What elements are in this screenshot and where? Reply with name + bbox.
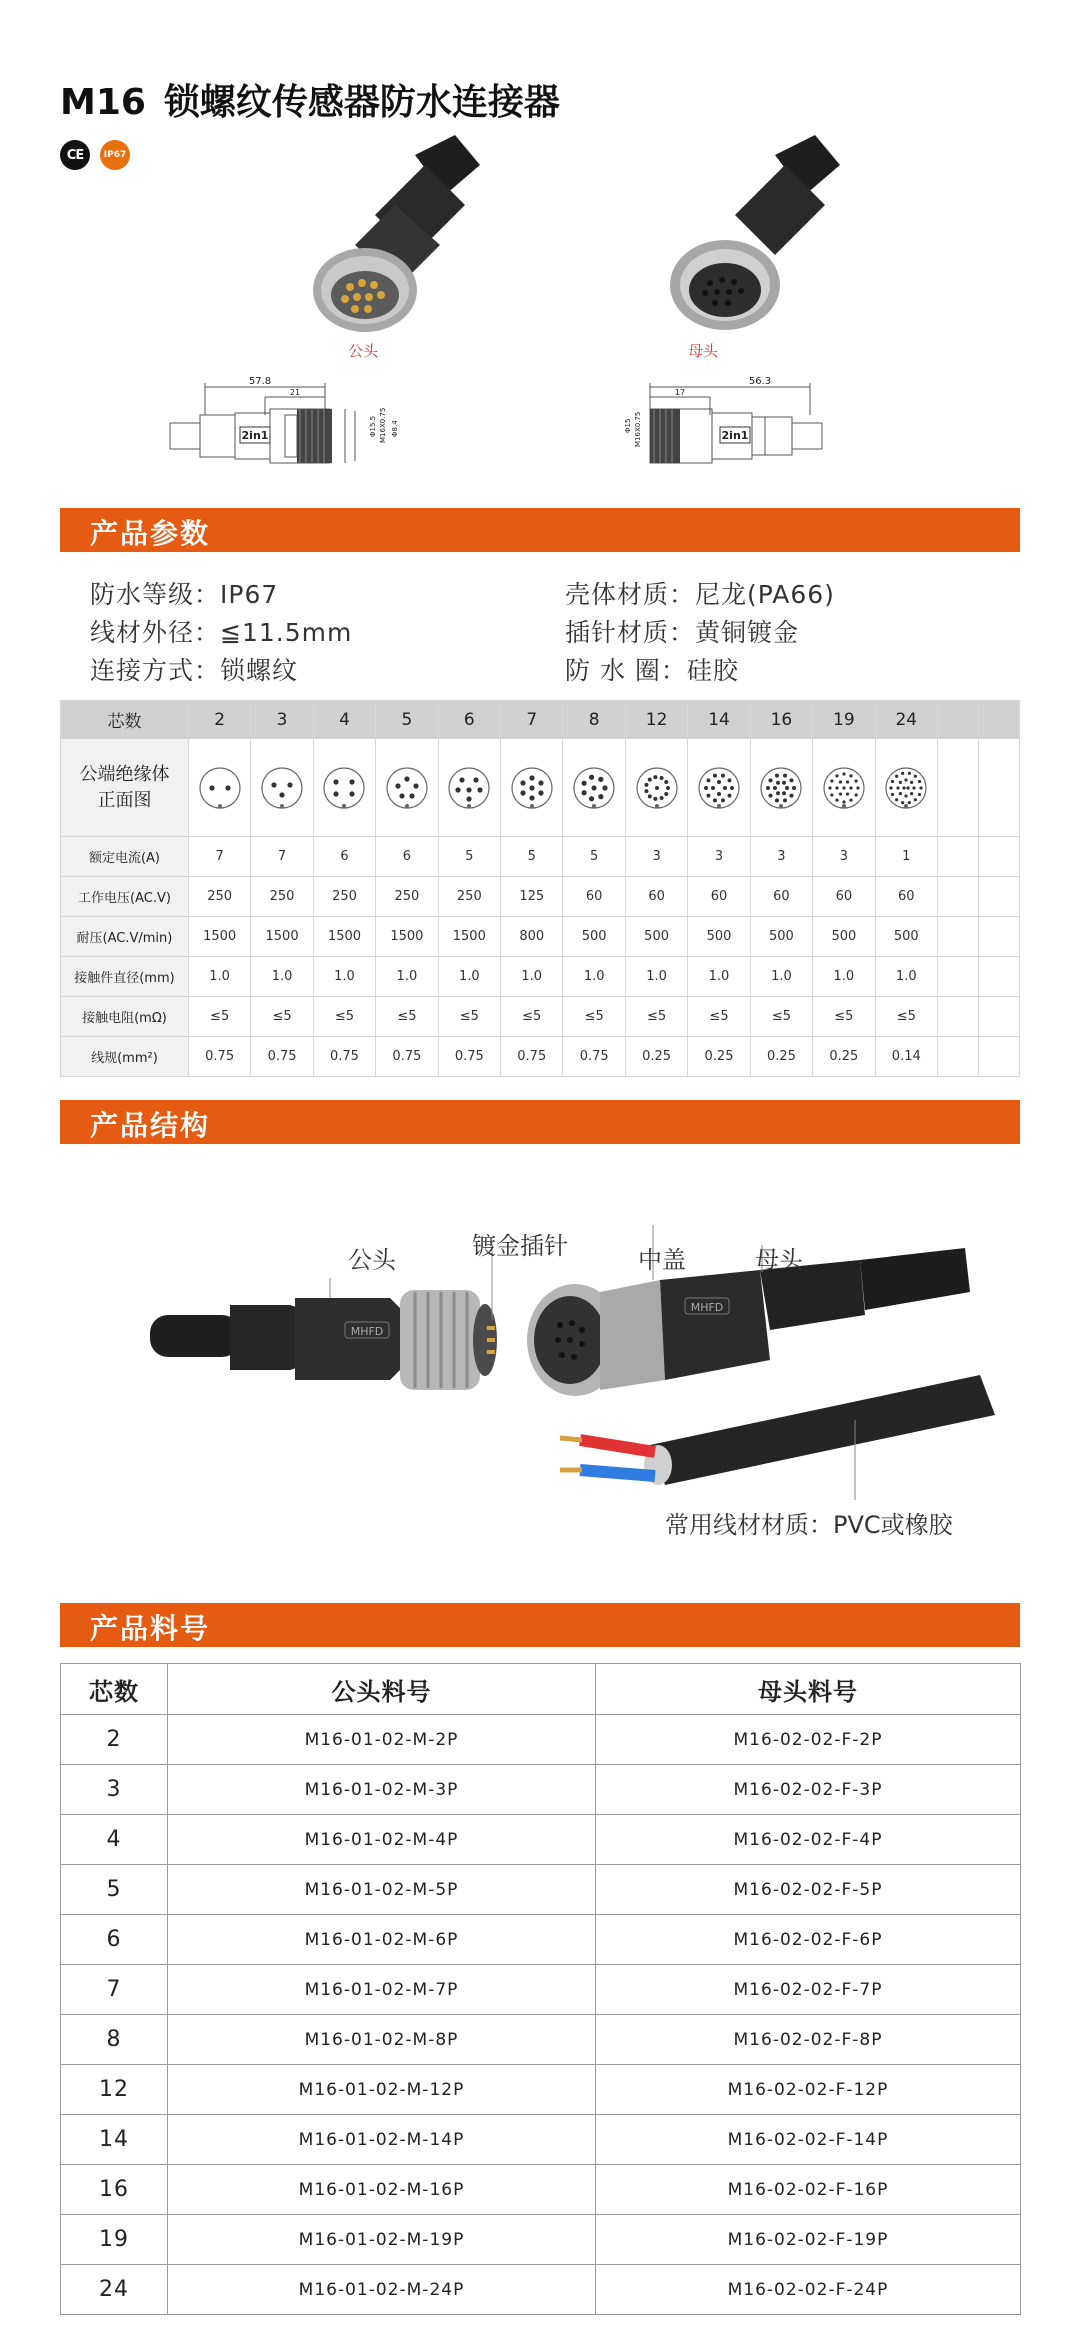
parts-header-cell: 公头料号 — [168, 1664, 596, 1715]
parts-core-count: 8 — [61, 2015, 168, 2065]
spec-value: 1.0 — [376, 957, 438, 997]
spec-value: 500 — [750, 917, 812, 957]
parts-core-count: 24 — [61, 2265, 168, 2315]
spec-value: 0.75 — [188, 1037, 250, 1077]
male-part-number: M16-01-02-M-24P — [168, 2265, 596, 2315]
table-row — [61, 2265, 1021, 2315]
spec-value: 60 — [625, 877, 687, 917]
male-dim-d1: 21 — [289, 388, 301, 397]
spec-value: 0.75 — [438, 1037, 500, 1077]
section-bar-parts — [60, 1603, 1020, 1647]
spec-value: 500 — [625, 917, 687, 957]
spec-core-count: 16 — [750, 701, 812, 739]
spec-header-label: 芯数 — [61, 701, 189, 739]
female-part-number: M16-02-02-F-12P — [596, 2065, 1021, 2115]
spec-value: ≤5 — [251, 997, 313, 1037]
spec-value: 1.0 — [563, 957, 625, 997]
spec-value: 1.0 — [813, 957, 875, 997]
spec-value: 0.25 — [813, 1037, 875, 1077]
spec-value: 1.0 — [438, 957, 500, 997]
male-dim-d2: Φ15.5 — [369, 415, 377, 437]
spec-row-label: 线规(mm²) — [61, 1037, 189, 1077]
spec-value: 3 — [625, 837, 687, 877]
pin-layout-cell — [438, 739, 500, 837]
section-title-structure: 产品结构 — [90, 1109, 211, 1142]
spec-header-row — [61, 701, 1020, 739]
pin-layout-3-icon — [258, 764, 306, 812]
parts-header-cell: 母头料号 — [596, 1664, 1021, 1715]
spec-value: 60 — [688, 877, 750, 917]
spec-value: 250 — [188, 877, 250, 917]
pin-layout-7-icon — [508, 764, 556, 812]
female-dim-d2: Φ15 — [624, 418, 632, 433]
label-female: 母头 — [755, 1246, 803, 1274]
parts-header-row — [61, 1664, 1021, 1715]
spec-value: 1.0 — [875, 957, 937, 997]
spec-row — [61, 1037, 1020, 1077]
page-title — [60, 74, 560, 125]
spec-value: ≤5 — [376, 997, 438, 1037]
spec-value: 60 — [875, 877, 937, 917]
table-row — [61, 2215, 1021, 2265]
ip67-badge-icon: IP67 — [100, 140, 130, 170]
female-part-number: M16-02-02-F-6P — [596, 1915, 1021, 1965]
certifications — [60, 140, 130, 170]
spec-core-count: 7 — [501, 701, 563, 739]
spec-value: 1.0 — [688, 957, 750, 997]
ce-mark-icon: CE — [60, 140, 90, 170]
male-part-number: M16-01-02-M-19P — [168, 2215, 596, 2265]
spec-core-count: 5 — [376, 701, 438, 739]
female-dim-d3: M16X0.75 — [634, 411, 642, 447]
parts-core-count: 6 — [61, 1915, 168, 1965]
spec-core-count: 2 — [188, 701, 250, 739]
spec-core-count: 4 — [313, 701, 375, 739]
spec-value: 800 — [501, 917, 563, 957]
pin-layout-cell — [251, 739, 313, 837]
spec-value: ≤5 — [438, 997, 500, 1037]
male-part-number: M16-01-02-M-5P — [168, 1865, 596, 1915]
spec-value: 5 — [501, 837, 563, 877]
male-connector-photo — [295, 125, 505, 340]
spec-row — [61, 877, 1020, 917]
male-part-number: M16-01-02-M-3P — [168, 1765, 596, 1815]
male-dimension-drawing — [165, 375, 465, 480]
spec-value: 500 — [875, 917, 937, 957]
table-row — [61, 1965, 1021, 2015]
male-dim-label: 2in1 — [241, 429, 269, 442]
spec-value: 1.0 — [188, 957, 250, 997]
spec-row-label: 接触电阻(mΩ) — [61, 997, 189, 1037]
male-part-number: M16-01-02-M-7P — [168, 1965, 596, 2015]
spec-value: 0.75 — [313, 1037, 375, 1077]
pin-layout-6-icon — [445, 764, 493, 812]
male-part-number: M16-01-02-M-12P — [168, 2065, 596, 2115]
female-dimension-drawing — [610, 375, 910, 480]
spec-value: 1.0 — [750, 957, 812, 997]
pin-layout-cell — [313, 739, 375, 837]
female-part-number: M16-02-02-F-24P — [596, 2265, 1021, 2315]
female-part-number: M16-02-02-F-2P — [596, 1715, 1021, 1765]
model-code: M16 — [60, 82, 146, 123]
spec-row — [61, 837, 1020, 877]
spec-row-label: 工作电压(AC.V) — [61, 877, 189, 917]
female-dim-d1: 17 — [674, 388, 686, 397]
parts-core-count: 2 — [61, 1715, 168, 1765]
female-caption: 母头 — [688, 342, 719, 360]
female-brand: MHFD — [690, 1301, 724, 1314]
spec-value: ≤5 — [501, 997, 563, 1037]
spec-value: 1.0 — [625, 957, 687, 997]
pin-layout-cell — [188, 739, 250, 837]
table-row — [61, 2115, 1021, 2165]
table-row — [61, 1715, 1021, 1765]
pin-layout-cell — [813, 739, 875, 837]
female-dim-label: 2in1 — [721, 429, 749, 442]
label-nut: 中盖 — [638, 1246, 686, 1274]
spec-core-count: 14 — [688, 701, 750, 739]
spec-value: 0.25 — [625, 1037, 687, 1077]
label-cable: 常用线材材质：PVC或橡胶 — [665, 1511, 953, 1539]
male-dim-d4: Φ8.4 — [391, 420, 399, 437]
female-part-number: M16-02-02-F-19P — [596, 2215, 1021, 2265]
spec-value: 60 — [563, 877, 625, 917]
pin-layout-cell — [750, 739, 812, 837]
pin-layout-5-icon — [383, 764, 431, 812]
parts-core-count: 4 — [61, 1815, 168, 1865]
pin-layout-12-icon — [633, 764, 681, 812]
parts-core-count: 3 — [61, 1765, 168, 1815]
param-seal: 防 水 圈：硅胶 — [565, 656, 739, 685]
pin-layout-cell — [563, 739, 625, 837]
female-part-number: M16-02-02-F-4P — [596, 1815, 1021, 1865]
spec-value: 1500 — [376, 917, 438, 957]
spec-value: 250 — [376, 877, 438, 917]
parts-core-count: 14 — [61, 2115, 168, 2165]
spec-value: 3 — [813, 837, 875, 877]
pin-layout-8-icon — [570, 764, 618, 812]
pin-layout-cell — [501, 739, 563, 837]
structure-illustration — [60, 1180, 1020, 1600]
spec-value: 1.0 — [313, 957, 375, 997]
parts-header-cell: 芯数 — [61, 1664, 168, 1715]
spec-value: 500 — [563, 917, 625, 957]
female-part-number: M16-02-02-F-3P — [596, 1765, 1021, 1815]
spec-value: 6 — [376, 837, 438, 877]
table-row — [61, 1765, 1021, 1815]
spec-value: 0.75 — [376, 1037, 438, 1077]
product-name: 锁螺纹传感器防水连接器 — [163, 82, 560, 123]
spec-value: ≤5 — [188, 997, 250, 1037]
parts-core-count: 5 — [61, 1865, 168, 1915]
spec-value: 250 — [313, 877, 375, 917]
pin-layout-cell — [688, 739, 750, 837]
female-dim-length: 56.3 — [748, 376, 772, 387]
spec-value: 250 — [438, 877, 500, 917]
section-title-parts: 产品料号 — [90, 1612, 211, 1645]
spec-core-count: 24 — [875, 701, 937, 739]
male-part-number: M16-01-02-M-16P — [168, 2165, 596, 2215]
parts-core-count: 12 — [61, 2065, 168, 2115]
spec-core-count: 12 — [625, 701, 687, 739]
spec-pin-label: 公端绝缘体 正面图 — [61, 739, 189, 837]
female-part-number: M16-02-02-F-14P — [596, 2115, 1021, 2165]
spec-row-label: 耐压(AC.V/min) — [61, 917, 189, 957]
table-row — [61, 1815, 1021, 1865]
param-waterproof: 防水等级：IP67 — [90, 580, 279, 609]
label-male: 公头 — [348, 1246, 396, 1274]
male-brand: MHFD — [350, 1325, 384, 1338]
spec-row — [61, 917, 1020, 957]
female-part-number: M16-02-02-F-7P — [596, 1965, 1021, 2015]
spec-row-label: 额定电流(A) — [61, 837, 189, 877]
section-bar-params — [60, 508, 1020, 552]
spec-value: 1500 — [251, 917, 313, 957]
spec-value: 1500 — [188, 917, 250, 957]
spec-value: 1500 — [313, 917, 375, 957]
male-dim-length: 57.8 — [248, 376, 272, 387]
spec-core-count: 3 — [251, 701, 313, 739]
table-row — [61, 2165, 1021, 2215]
male-caption: 公头 — [348, 342, 379, 360]
spec-row — [61, 997, 1020, 1037]
pin-layout-cell — [875, 739, 937, 837]
pin-layout-14-icon — [695, 764, 743, 812]
parts-core-count: 7 — [61, 1965, 168, 2015]
param-shell: 壳体材质：尼龙(PA66) — [565, 580, 835, 609]
male-part-number: M16-01-02-M-4P — [168, 1815, 596, 1865]
female-connector-photo — [655, 125, 865, 340]
spec-value: 1.0 — [501, 957, 563, 997]
spec-value: 250 — [251, 877, 313, 917]
pin-layout-24-icon — [882, 764, 930, 812]
spec-value: 0.25 — [688, 1037, 750, 1077]
male-part-number: M16-01-02-M-8P — [168, 2015, 596, 2065]
spec-value: 0.75 — [501, 1037, 563, 1077]
female-part-number: M16-02-02-F-8P — [596, 2015, 1021, 2065]
spec-value: ≤5 — [813, 997, 875, 1037]
section-bar-structure — [60, 1100, 1020, 1144]
spec-value: 5 — [438, 837, 500, 877]
spec-value: ≤5 — [875, 997, 937, 1037]
param-connect: 连接方式：锁螺纹 — [90, 656, 299, 685]
spec-value: 125 — [501, 877, 563, 917]
spec-value: 0.75 — [251, 1037, 313, 1077]
param-pin-material: 插针材质：黄铜镀金 — [565, 618, 800, 647]
spec-value: 1 — [875, 837, 937, 877]
pin-layout-cell — [376, 739, 438, 837]
spec-core-count: 19 — [813, 701, 875, 739]
spec-value: ≤5 — [750, 997, 812, 1037]
spec-value: 0.14 — [875, 1037, 937, 1077]
section-title-params: 产品参数 — [90, 517, 211, 550]
spec-value: ≤5 — [688, 997, 750, 1037]
label-pins: 镀金插针 — [472, 1232, 568, 1260]
pin-layout-19-icon — [820, 764, 868, 812]
spec-value: ≤5 — [563, 997, 625, 1037]
spec-value: 6 — [313, 837, 375, 877]
female-part-number: M16-02-02-F-5P — [596, 1865, 1021, 1915]
spec-value: 7 — [188, 837, 250, 877]
pin-layout-cell — [625, 739, 687, 837]
pin-layout-4-icon — [320, 764, 368, 812]
spec-value: 500 — [813, 917, 875, 957]
spec-value: 3 — [688, 837, 750, 877]
spec-value: 60 — [750, 877, 812, 917]
table-row — [61, 1915, 1021, 1965]
spec-value: 1500 — [438, 917, 500, 957]
spec-pin-row — [61, 739, 1020, 837]
pin-layout-2-icon — [196, 764, 244, 812]
pin-layout-16-icon — [757, 764, 805, 812]
spec-row-label: 接触件直径(mm) — [61, 957, 189, 997]
spec-value: ≤5 — [625, 997, 687, 1037]
spec-core-count: 6 — [438, 701, 500, 739]
spec-table — [60, 700, 1020, 1077]
table-row — [61, 2015, 1021, 2065]
spec-value: 5 — [563, 837, 625, 877]
male-part-number: M16-01-02-M-14P — [168, 2115, 596, 2165]
table-row — [61, 2065, 1021, 2115]
female-part-number: M16-02-02-F-16P — [596, 2165, 1021, 2215]
spec-value: 0.25 — [750, 1037, 812, 1077]
spec-core-count: 8 — [563, 701, 625, 739]
spec-value: 7 — [251, 837, 313, 877]
spec-row — [61, 957, 1020, 997]
male-dim-d3: M16X0.75 — [379, 407, 387, 443]
spec-value: 0.75 — [563, 1037, 625, 1077]
param-cable-od: 线材外径：≦11.5mm — [90, 618, 353, 647]
parts-core-count: 19 — [61, 2215, 168, 2265]
spec-value: 1.0 — [251, 957, 313, 997]
spec-value: 60 — [813, 877, 875, 917]
spec-value: 500 — [688, 917, 750, 957]
table-row — [61, 1865, 1021, 1915]
parts-core-count: 16 — [61, 2165, 168, 2215]
spec-value: 3 — [750, 837, 812, 877]
spec-value: ≤5 — [313, 997, 375, 1037]
male-part-number: M16-01-02-M-6P — [168, 1915, 596, 1965]
male-part-number: M16-01-02-M-2P — [168, 1715, 596, 1765]
parts-table — [60, 1663, 1021, 2315]
